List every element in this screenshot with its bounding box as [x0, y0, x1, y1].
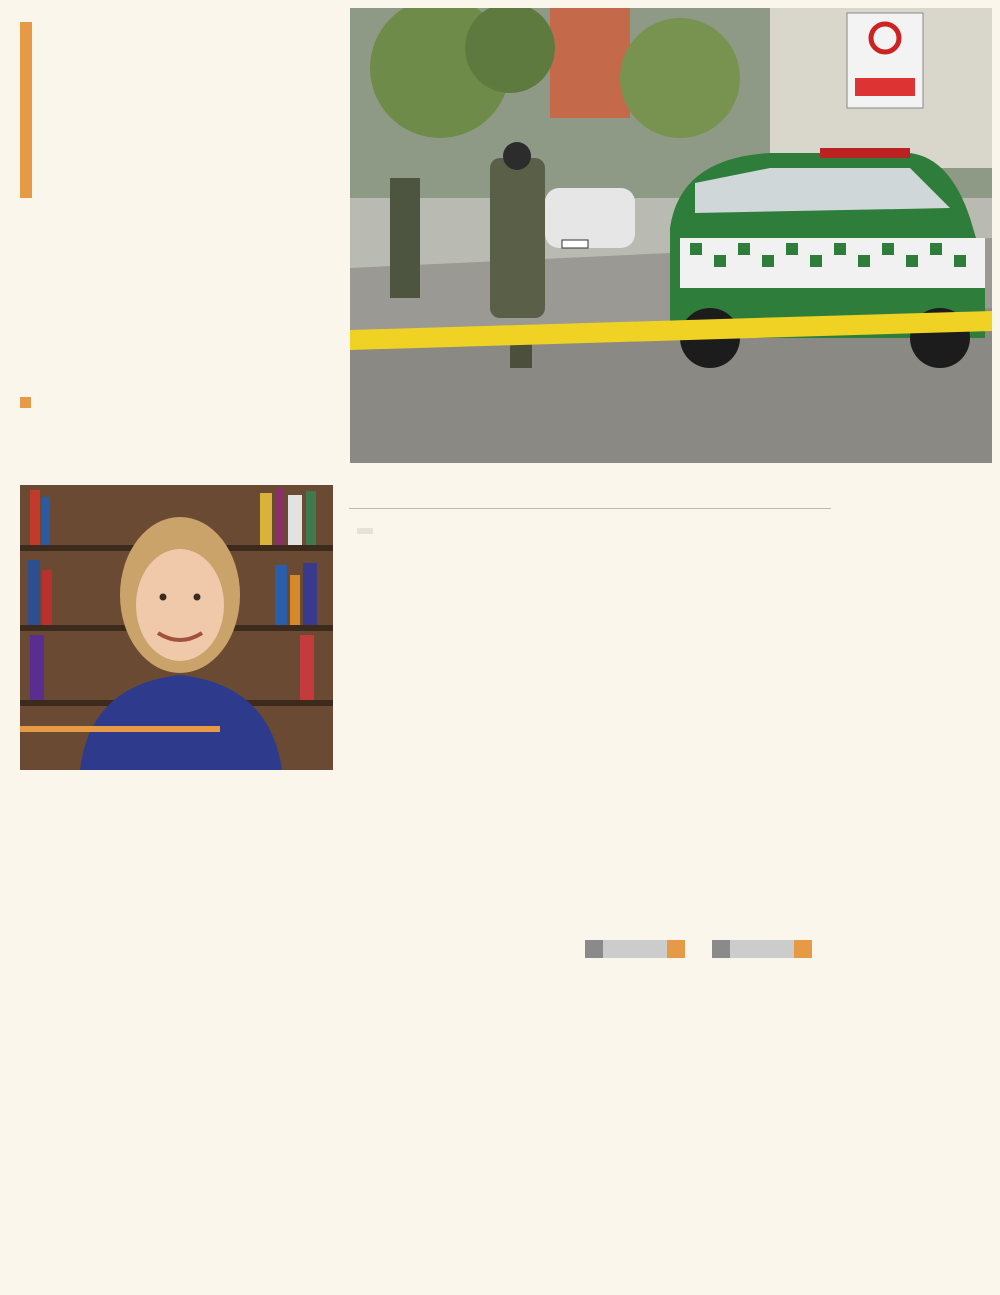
bullet-square-icon — [20, 397, 31, 408]
seguridad-stacked-bar — [668, 562, 823, 598]
scale-max-value — [667, 940, 685, 958]
article-column-4 — [841, 484, 991, 494]
ponderado-labels — [684, 724, 784, 858]
acuerdo-scale-legend — [585, 922, 685, 960]
donut-subtitle — [357, 528, 373, 534]
portrait-caption — [20, 726, 220, 732]
agreement-donut-chart — [346, 516, 636, 856]
ponderado-stacked-bar — [788, 724, 822, 857]
lead-paragraph — [20, 392, 490, 413]
seguridad-scale-legend — [712, 922, 812, 960]
seguridad-bar-labels — [668, 604, 823, 640]
scale-max-value — [794, 940, 812, 958]
divider — [349, 508, 831, 509]
scale-min-value — [712, 940, 730, 958]
otra-mirada-chart — [517, 964, 832, 1274]
scale-min-value — [585, 940, 603, 958]
article-column-2 — [184, 790, 333, 794]
